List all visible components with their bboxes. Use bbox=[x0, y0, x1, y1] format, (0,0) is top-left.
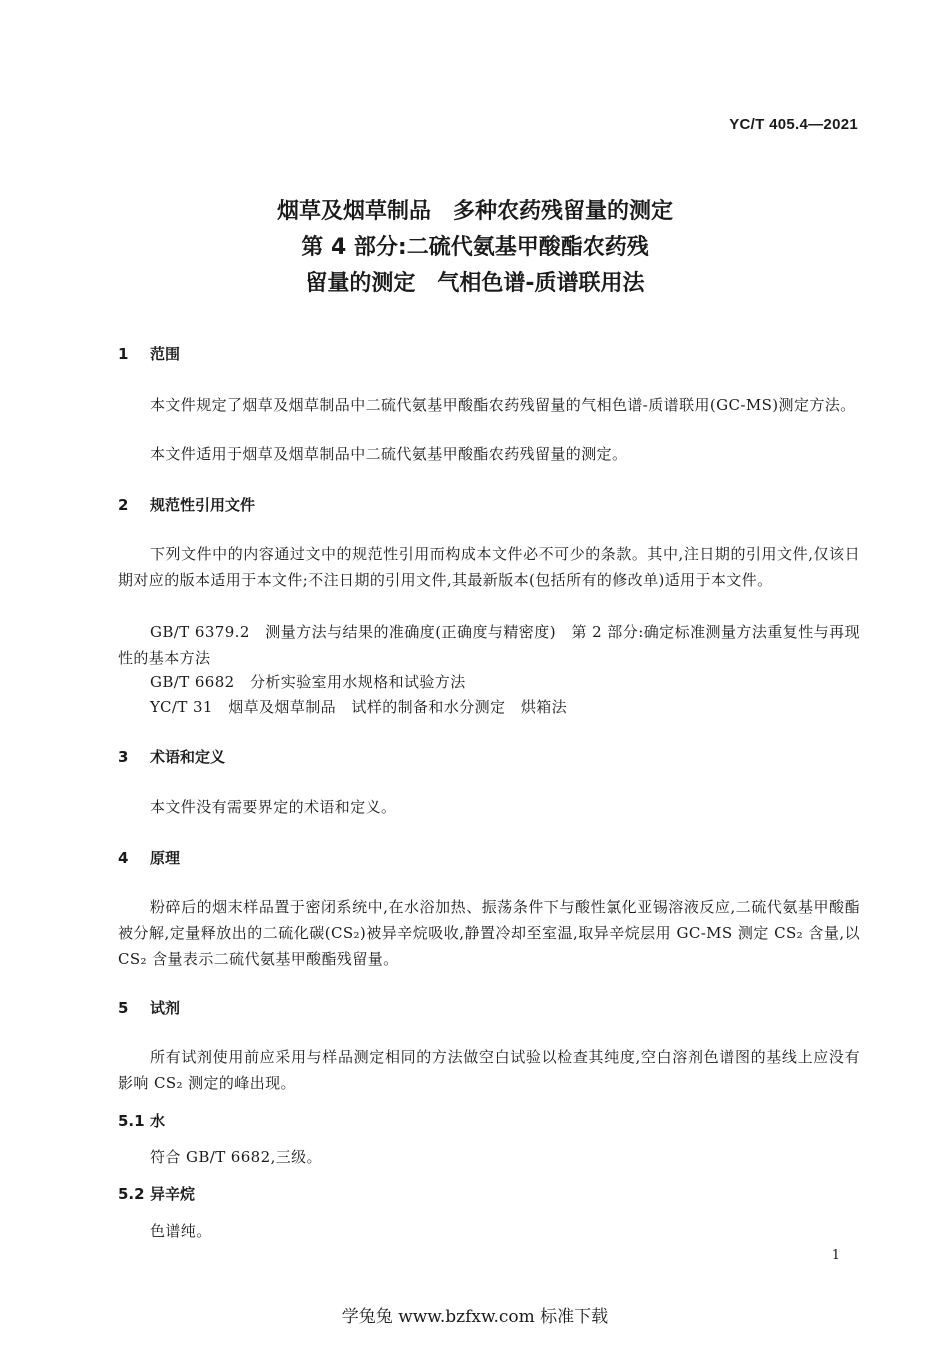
section-title: 范围 bbox=[150, 345, 181, 363]
section-title: 术语和定义 bbox=[150, 748, 226, 766]
page-number: 1 bbox=[831, 1248, 840, 1263]
section-number: 5.2 bbox=[118, 1185, 145, 1203]
section-title: 规范性引用文件 bbox=[150, 496, 256, 514]
title-line-1: 烟草及烟草制品 多种农药残留量的测定 bbox=[276, 199, 673, 224]
section-5-1-heading bbox=[118, 1110, 165, 1131]
section-1-heading bbox=[118, 343, 180, 364]
standard-code: YC/T 405.4—2021 bbox=[729, 116, 858, 133]
section-number: 1 bbox=[118, 345, 129, 363]
section-title: 水 bbox=[150, 1112, 166, 1130]
section-number: 5.1 bbox=[118, 1112, 145, 1130]
section-5-para-1: 所有试剂使用前应采用与样品测定相同的方法做空白试验以检查其纯度,空白溶剂色谱图的基线上应没有影响 CS₂ 测定的峰出现。 bbox=[118, 1048, 860, 1092]
section-5-2-heading bbox=[118, 1183, 195, 1204]
reference-gbt-6379-2: GB/T 6379.2 测量方法与结果的准确度(正确度与精密度) 第 2 部分:确定标准测量方法重复性与再现性的基本方法 bbox=[118, 623, 860, 667]
reference-yct-31: YC/T 31 烟草及烟草制品 试样的制备和水分测定 烘箱法 bbox=[150, 698, 568, 716]
section-1-para-2: 本文件适用于烟草及烟草制品中二硫代氨基甲酸酯农药残留量的测定。 bbox=[150, 445, 628, 463]
section-number: 3 bbox=[118, 748, 129, 766]
section-title: 原理 bbox=[150, 849, 181, 867]
section-5-1-para-1: 符合 GB/T 6682,三级。 bbox=[150, 1148, 322, 1166]
section-1-para-1: 本文件规定了烟草及烟草制品中二硫代氨基甲酸酯农药残留量的气相色谱-质谱联用(GC-MS)测定方法。 bbox=[150, 396, 856, 414]
document-title bbox=[0, 194, 950, 302]
section-number: 2 bbox=[118, 496, 129, 514]
section-number: 5 bbox=[118, 999, 129, 1017]
section-4-heading bbox=[118, 847, 180, 868]
section-5-2-para-1: 色谱纯。 bbox=[150, 1222, 212, 1240]
section-5-heading bbox=[118, 997, 180, 1018]
section-number: 4 bbox=[118, 849, 129, 867]
section-title: 试剂 bbox=[150, 999, 181, 1017]
section-2-heading bbox=[118, 494, 255, 515]
section-3-para-1: 本文件没有需要界定的术语和定义。 bbox=[150, 798, 397, 816]
title-line-2: 第 4 部分:二硫代氨基甲酸酯农药残 bbox=[301, 235, 649, 260]
reference-gbt-6682: GB/T 6682 分析实验室用水规格和试验方法 bbox=[150, 673, 466, 691]
section-4-para-1: 粉碎后的烟末样品置于密闭系统中,在水浴加热、振荡条件下与酸性氯化亚锡溶液反应,二硫代氨基甲酸酯被分解,定量释放出的二硫化碳(CS₂)被异辛烷吸收,静置冷却至室温,取异辛烷层用 GC-MS 测定 CS₂ 含量,以 CS₂ 含量表示二硫代氨基甲酸酯残留量。 bbox=[118, 898, 860, 968]
section-title: 异辛烷 bbox=[150, 1185, 196, 1203]
title-line-3: 留量的测定 气相色谱-质谱联用法 bbox=[305, 271, 645, 296]
section-3-heading bbox=[118, 746, 225, 767]
section-2-para-1: 下列文件中的内容通过文中的规范性引用而构成本文件必不可少的条款。其中,注日期的引用文件,仅该日期对应的版本适用于本文件;不注日期的引用文件,其最新版本(包括所有的修改单)适用于本文件。 bbox=[118, 545, 860, 589]
footer-watermark: 学兔兔 www.bzfxw.com 标准下载 bbox=[341, 1307, 609, 1327]
